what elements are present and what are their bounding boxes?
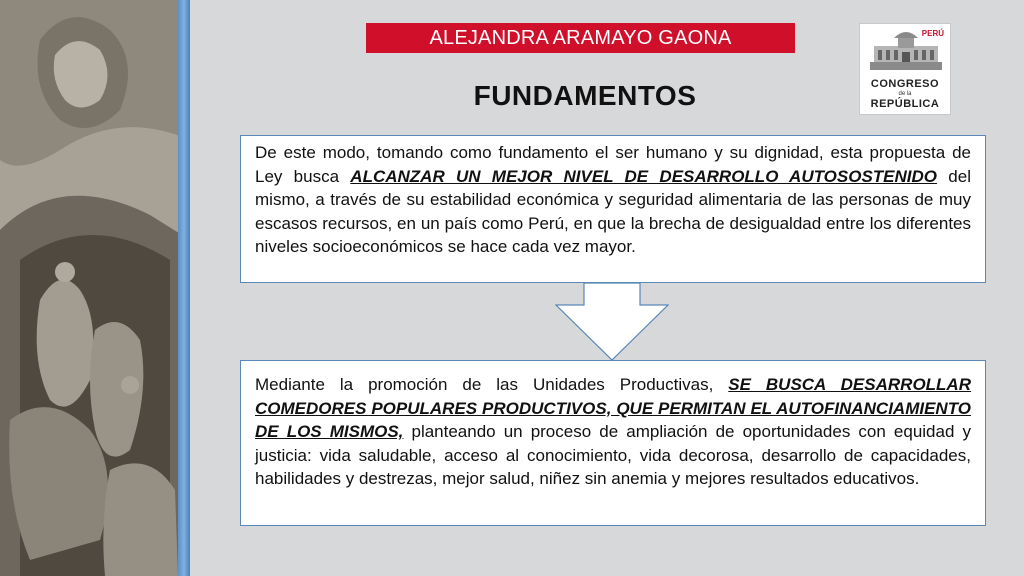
box1-text-a: De este modo, tomando como fundamento el ser humano y su dignidad, esta propuesta de Ley busca <box>255 143 971 186</box>
logo-line-1: CONGRESO <box>870 78 940 90</box>
box1-text-b: del mismo, a través de su estabilidad económica y seguridad alimentaria de las personas de muy escasos recursos, en un país como Perú, en que la brecha de desigualdad entre los diferentes niveles socioeconómicos se hace cada vez mayor. <box>255 166 971 256</box>
accent-stripe <box>178 0 190 576</box>
author-banner: ALEJANDRA ARAMAYO GAONA <box>366 23 795 53</box>
box1-emphasis: ALCANZAR UN MEJOR NIVEL DE DESARROLLO AUTOSOSTENIDO <box>350 166 938 186</box>
box2-text-a: Mediante la promoción de las Unidades Productivas, <box>255 375 729 394</box>
fundamento-box-2 <box>240 360 986 526</box>
sculpture-photo <box>0 0 190 576</box>
logo-line-2: de la <box>898 91 912 97</box>
box2-emphasis: SE BUSCA DESARROLLAR COMEDORES POPULARES PRODUCTIVOS, QUE PERMITAN EL AUTOFINANCIAMIENTO DE LOS MISMOS, <box>255 375 971 441</box>
down-arrow-icon <box>555 283 669 361</box>
logo-line-3: REPÚBLICA <box>870 98 940 110</box>
page-title: FUNDAMENTOS <box>473 80 697 111</box>
box2-text-b: planteando un proceso de ampliación de oportunidades con equidad y justicia: vida saludable, acceso al conocimiento, vida decorosa, desarrollo de capacidades, habilidades y destrezas, mejor salud, niñez sin anemia y mejores resultados educativos. <box>255 422 971 488</box>
congress-logo <box>859 23 951 115</box>
sculpture-illustration <box>0 0 190 576</box>
fundamento-box-1 <box>240 135 986 283</box>
logo-country: PERÚ <box>921 29 944 38</box>
